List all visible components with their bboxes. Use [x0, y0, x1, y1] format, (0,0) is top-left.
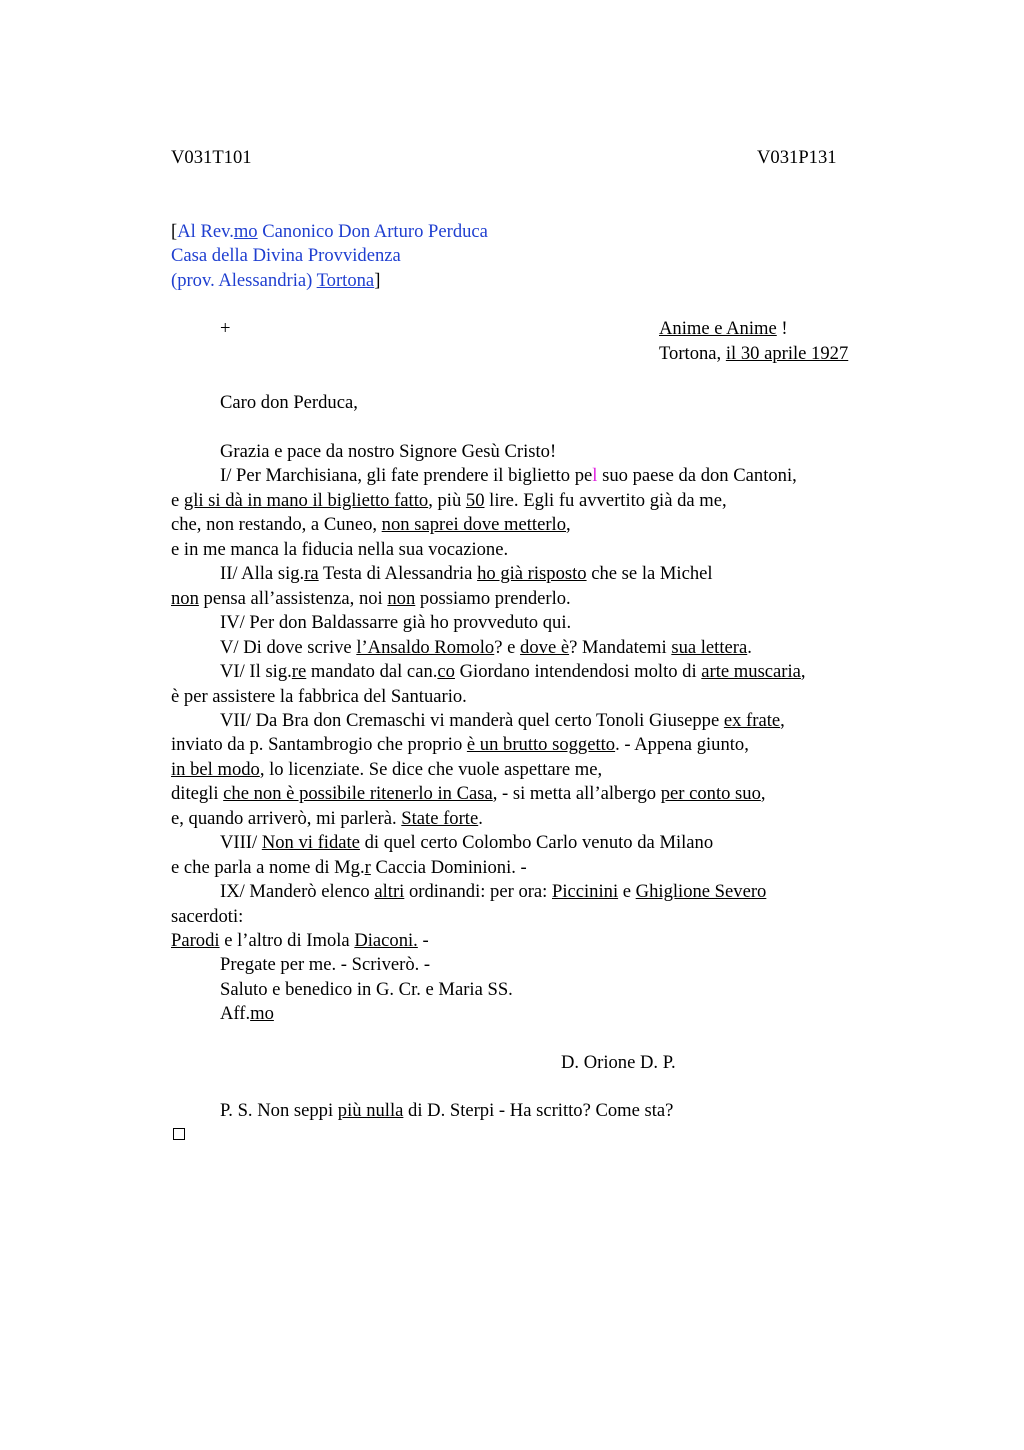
letter-line: [171, 856, 527, 880]
text-run: .: [478, 808, 483, 829]
letter-line: [220, 562, 713, 586]
underlined-text: Diaconi.: [354, 930, 418, 951]
signature: D. Orione D. P.: [561, 1052, 676, 1073]
salutation: Caro don Perduca,: [220, 392, 358, 413]
cross-mark: +: [220, 318, 231, 339]
text-run: di D. Sterpi - Ha scritto? Come sta?: [403, 1100, 674, 1121]
letter-line: [220, 611, 571, 635]
document-code-left: V031T101: [171, 147, 252, 168]
letter-line: [171, 782, 766, 806]
underlined-text: che non è possibile ritenerlo in Casa: [223, 783, 493, 804]
text-run: che se la Michel: [586, 563, 713, 584]
text-run: Testa di Alessandria: [318, 563, 478, 584]
motto-tail: !: [776, 318, 788, 339]
letter-line: [220, 880, 766, 904]
text-run: e in me manca la fiducia nella sua vocazione.: [171, 539, 509, 560]
letter-line: [171, 807, 483, 831]
text-run: inviato da p. Santambrogio che proprio: [171, 734, 467, 755]
letter-line: [220, 953, 430, 977]
underlined-text: dove è: [520, 637, 570, 658]
text-run: -: [417, 930, 429, 951]
end-square-mark: [173, 1128, 185, 1140]
text-run: I/ Per Marchisiana, gli fate prendere il biglietto pe: [220, 465, 593, 486]
letter-line: [171, 489, 727, 513]
underlined-text: Parodi: [171, 930, 220, 951]
text-run: sacerdoti:: [171, 906, 244, 927]
underlined-text: Non vi fidate: [261, 832, 360, 853]
text-run: e, quando arriverò, mi parlerà.: [171, 808, 402, 829]
text-run: ,: [800, 661, 806, 682]
text-run: pensa all’assistenza, noi: [198, 588, 388, 609]
text-run: e: [618, 881, 636, 902]
text-run: V/ Di dove scrive: [220, 637, 357, 658]
underlined-text: non: [387, 588, 416, 609]
letter-line: [171, 758, 602, 782]
underlined-text: 50: [465, 490, 485, 511]
text-run: ,: [780, 710, 785, 731]
letter-line: [220, 464, 797, 488]
underlined-text: re: [291, 661, 307, 682]
letter-line: [171, 685, 467, 709]
text-run: è per assistere la fabbrica del Santuario.: [171, 686, 467, 707]
text-run: , più: [428, 490, 466, 511]
text-run: ? Mandatemi: [569, 637, 672, 658]
text-run: , - si metta all’albergo: [492, 783, 661, 804]
text-run: e che parla a nome di Mg.: [171, 857, 365, 878]
text-run: l: [592, 465, 598, 486]
address-bracket-close: ]: [374, 270, 381, 291]
text-run: Caccia Dominioni. -: [370, 857, 527, 878]
postscript: [220, 1099, 673, 1123]
underlined-text: arte muscaria: [701, 661, 801, 682]
underlined-text: gli si dà in mano il biglietto fatto: [183, 490, 429, 511]
address-line-3: [171, 269, 380, 293]
address-city: Tortona: [316, 270, 375, 291]
underlined-text: per conto suo: [660, 783, 761, 804]
address-bracket-open: [: [171, 221, 178, 242]
letter-line: [171, 538, 508, 562]
dateline-date: il 30 aprile 1927: [725, 343, 849, 364]
letter-line: [171, 905, 243, 929]
text-run: suo paese da don Cantoni,: [597, 465, 797, 486]
address-province: (prov. Alessandria): [171, 270, 317, 291]
underlined-text: in bel modo: [171, 759, 260, 780]
underlined-text: ra: [304, 563, 319, 584]
underlined-text: ho già risposto: [477, 563, 587, 584]
letter-line: [171, 733, 749, 757]
text-run: ditegli: [171, 783, 224, 804]
letter-line: [220, 709, 785, 733]
underlined-text: è un brutto soggetto: [466, 734, 616, 755]
text-run: mandato dal can.: [306, 661, 438, 682]
underlined-text: Piccinini: [552, 881, 619, 902]
underlined-text: non saprei dove metterlo: [381, 514, 567, 535]
text-run: Pregate per me. - Scriverò. -: [220, 954, 431, 975]
letter-line: [220, 1002, 274, 1026]
address-line-2: Casa della Divina Provvidenza: [171, 245, 401, 266]
underlined-text: altri: [374, 881, 405, 902]
address-title: Al Rev.: [177, 221, 234, 242]
text-run: IX/ Manderò elenco: [220, 881, 375, 902]
underlined-text: Ghiglione Severo: [635, 881, 767, 902]
letter-line: [220, 831, 713, 855]
text-run: IV/ Per don Baldassarre già ho provveduto qui.: [220, 612, 572, 633]
text-run: e: [171, 490, 184, 511]
address-line-1: [171, 220, 488, 244]
letter-line: [220, 636, 752, 660]
letter-line: [171, 513, 571, 537]
text-run: II/ Alla sig.: [220, 563, 305, 584]
text-run: , lo licenziate. Se dice che vuole aspettare me,: [259, 759, 603, 780]
text-run: Grazia e pace da nostro Signore Gesù Cristo!: [220, 441, 557, 462]
text-run: VIII/: [220, 832, 262, 853]
text-run: ,: [566, 514, 571, 535]
text-run: VII/ Da Bra don Cremaschi vi manderà quel certo Tonoli Giuseppe: [220, 710, 724, 731]
text-run: P. S. Non seppi: [220, 1100, 338, 1121]
document-code-right: V031P131: [757, 147, 837, 168]
letter-line: [220, 660, 806, 684]
letter-line: [171, 587, 571, 611]
address-title-abbr: mo: [233, 221, 258, 242]
address-recipient: Canonico Don Arturo Perduca: [257, 221, 488, 242]
text-run: Giordano intendendosi molto di: [454, 661, 702, 682]
underlined-text: non: [171, 588, 199, 609]
text-run: di quel certo Colombo Carlo venuto da Milano: [359, 832, 714, 853]
text-run: Saluto e benedico in G. Cr. e Maria SS.: [220, 979, 513, 1000]
underlined-text: mo: [250, 1003, 274, 1024]
underlined-text: sua lettera: [671, 637, 748, 658]
underlined-text: più nulla: [337, 1100, 404, 1121]
motto-text: Anime e Anime: [659, 318, 777, 339]
letter-line: [220, 978, 513, 1002]
text-run: lire. Egli fu avvertito già da me,: [484, 490, 727, 511]
underlined-text: ex frate: [723, 710, 781, 731]
text-run: ordinandi: per ora:: [404, 881, 552, 902]
underlined-text: r: [364, 857, 371, 878]
text-run: possiamo prenderlo.: [415, 588, 571, 609]
text-run: VI/ Il sig.: [220, 661, 292, 682]
text-run: .: [747, 637, 752, 658]
text-run: e l’altro di Imola: [219, 930, 355, 951]
underlined-text: co: [437, 661, 455, 682]
motto: [659, 317, 788, 341]
text-run: ,: [760, 783, 766, 804]
underlined-text: State forte: [401, 808, 479, 829]
letter-line: [171, 929, 429, 953]
text-run: che, non restando, a Cuneo,: [171, 514, 382, 535]
text-run: ? e: [494, 637, 521, 658]
dateline: [659, 342, 848, 366]
text-run: . - Appena giunto,: [615, 734, 749, 755]
dateline-place: Tortona,: [659, 343, 726, 364]
text-run: Aff.: [220, 1003, 251, 1024]
letter-line: [220, 440, 556, 464]
underlined-text: l’Ansaldo Romolo: [356, 637, 495, 658]
